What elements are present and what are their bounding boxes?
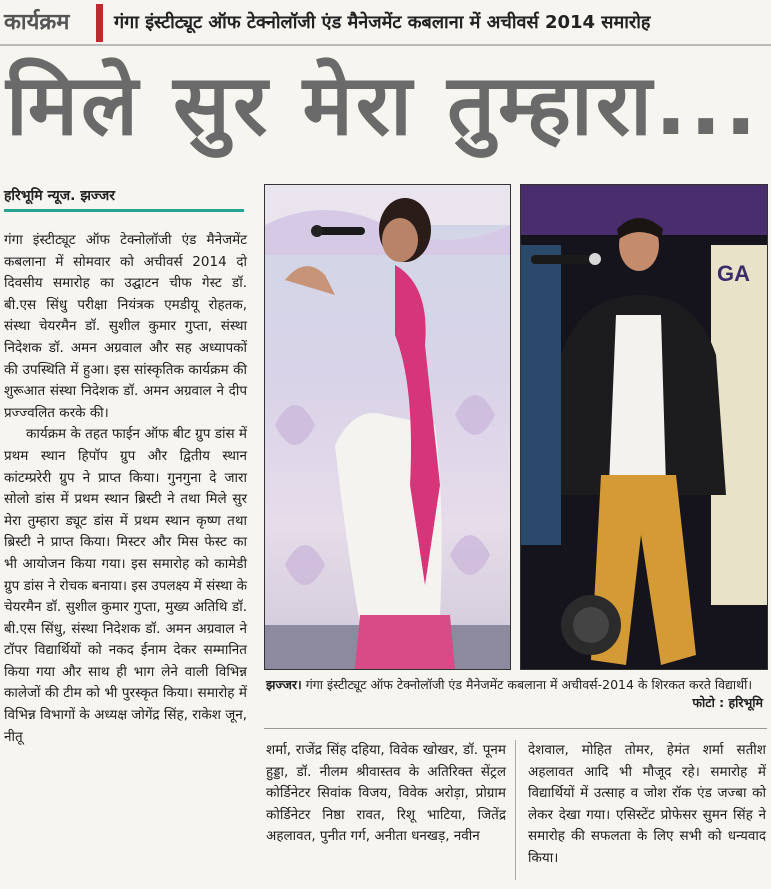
section-tag: कार्यक्रम — [4, 10, 70, 35]
caption-place: झज्जर। — [266, 677, 302, 692]
article-paragraph-2: कार्यक्रम के तहत फाईन ऑफ बीट ग्रुप डांस में प्रथम स्थान हिपॉप ग्रुप और द्वितीय स्थान कांटम्प्ररेरी ग्रुप ने प्राप्त किया। गुनगुना दे जारा सोलो डांस में प्रथम स्थान ब्रिस्टी ने तथा मिले सुर मेरा तुम्हारा ड्यूट डांस में प्रथम स्थान कृष्ण तथा ब्रिस्टी ने प्राप्त किया। मिस्टर और मिस फेस्ट का भी आयोजन किया गया। इस समारोह को कामेडी ग्रुप डांस ने रोचक बनाया। इस उपलक्ष्य में संस्था के चेयरमैन डॉ. सुशील कुमार गुप्ता, मुख्य अतिथि डॉ. बी.एस सिंधु, संस्था निदेशक डॉ. अमन अग्रवाल ने टॉपर विद्यार्थियों को नकद ईनाम देकर सम्मानित किया गया और साथ ही भाग लेने वाली विभिन्न कालेजों की टीम को भी पुरस्कृत किया। समारोह में विभिन्न विभागों के अध्यक्ष जोगेंद्र सिंह, राकेश जून, नीतू — [4, 426, 247, 745]
photo-female-singer — [264, 184, 511, 670]
article-column-3: देशवाल, मोहित तोमर, हेमंत शर्मा सतीश अहलावत आदि भी मौजूद रहे। समारोह में विद्यार्थियों में उत्साह व जोश रॉक एंड जज्बा को लेकर देखा गया। एसिस्टेंट प्रोफेसर सुमन सिंह ने समारोह की सफलता के लिए सभी को धन्यवाद किया। — [528, 742, 766, 866]
article-column-1 — [4, 230, 247, 748]
photo-credit: फोटो : हरिभूमि — [692, 695, 763, 710]
column-divider — [515, 740, 516, 880]
photo-female-singer-image — [265, 185, 510, 669]
caption-text: गंगा इंस्टीट्यूट ऑफ टेक्नोलॉजी एंड मैनेजमेंट कबलाना में अचीवर्स-2014 के शिरकत करते विद्यार्थी। — [305, 677, 753, 692]
banner-letters: GA — [717, 261, 750, 286]
byline: हरिभूमि न्यूज. झज्जर — [4, 188, 116, 204]
photo-male-singer — [520, 184, 768, 670]
photo-caption — [266, 676, 766, 694]
event-tagline: गंगा इंस्टीट्यूट ऑफ टेक्नोलॉजी एंड मैनेजमेंट कबलाना में अचीवर्स 2014 समारोह — [114, 12, 651, 33]
article-paragraph-1: गंगा इंस्टीट्यूट ऑफ टेक्नोलॉजी एंड मैनेजमेंट कबलाना में सोमवार को अचीवर्स 2014 दो दिवसीय समारोह का उद्घाटन चीफ गेस्ट डॉ. बी.एस सिंधु परीक्षा नियंत्रक एमडीयू रोहतक, संस्था चेयरमैन डॉ. सुशील कुमार गुप्ता, संस्था निदेशक डॉ. अमन अग्रवाल और सह अध्यापकों की उपस्थिति में हुआ। इस सांस्कृतिक कार्यक्रम की शुरूआत संस्था निदेशक डॉ. अमन अग्रवाल ने दीप प्रज्ज्वलित करके की। — [4, 232, 247, 421]
headline: मिले सुर मेरा तुम्हारा... — [6, 56, 760, 154]
byline-rule — [4, 209, 244, 212]
section-header — [0, 0, 771, 46]
caption-rule — [264, 728, 767, 729]
article-column-2: शर्मा, राजेंद्र सिंह दहिया, विवेक खोखर, डॉ. पूनम हुड्डा, डॉ. नीलम श्रीवास्तव के अतिरिक्त सेंट्रल कोर्डिनेटर सिवांक विजय, विवेक अरोड़ा, प्रोग्राम कोर्डिनेटर निष्ठा रावत, रिशू भाटिया, जितेंद्र अहलावत, पुनीत गर्ग, अनीता धनखड़, नवीन — [266, 742, 506, 845]
photo-male-singer-image — [521, 185, 767, 669]
section-divider — [96, 4, 103, 42]
